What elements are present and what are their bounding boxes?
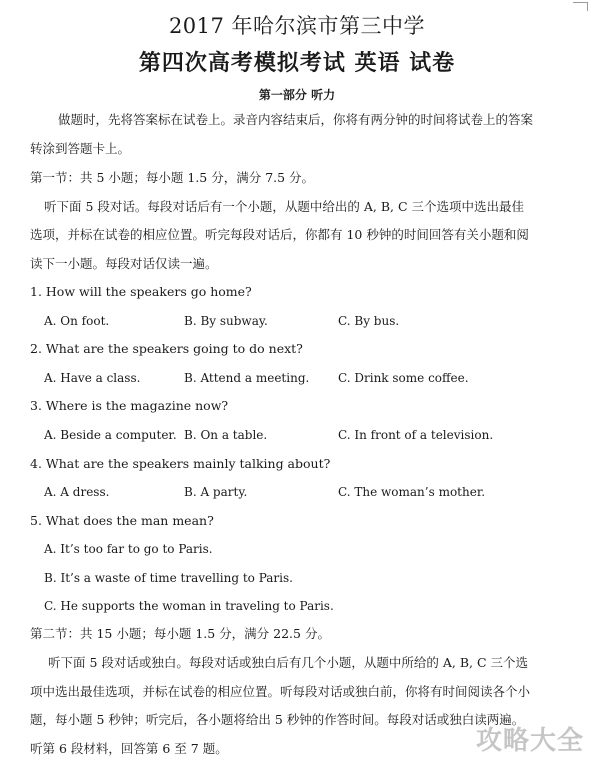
intro-line-1: 做题时，先将答案标在试卷上。录音内容结束后，你将有两分钟的时间将试卷上的答案: [58, 112, 534, 127]
q4-option-a: A. A dress.: [44, 485, 110, 499]
section2-instr-1: 听下面 5 段对话或独白。每段对话或独白后有几个小题，从题中所给的 A, B, C 三个选: [48, 655, 529, 670]
q3-option-a: A. Beside a computer.: [44, 428, 177, 442]
section1-instr-3: 读下一小题。每段对话仅读一遍。: [30, 256, 218, 271]
q5-option-a: A. It’s too far to go to Paris.: [44, 542, 213, 556]
question-3: 3. Where is the magazine now?: [30, 398, 229, 413]
question-1: 1. How will the speakers go home?: [30, 284, 252, 299]
q5-option-c: C. He supports the woman in traveling to Paris.: [44, 599, 334, 613]
q2-option-b: B. Attend a meeting.: [184, 371, 310, 385]
section1-instr-2: 选项，并标在试卷的相应位置。听完每段对话后，你都有 10 秒钟的时间回答有关小题和阅: [30, 227, 529, 242]
question-4: 4. What are the speakers mainly talking about?: [30, 456, 331, 471]
section2-heading: 第二节：共 15 小题；每小题 1.5 分，满分 22.5 分。: [30, 626, 330, 641]
q4-option-b: B. A party.: [184, 485, 248, 499]
q3-option-c: C. In front of a television.: [338, 428, 494, 442]
section2-instr-3: 题，每小题 5 秒钟；听完后，各小题将给出 5 秒钟的作答时间。每段对话或独白读两遍。: [30, 712, 525, 727]
section2-instr-2: 项中选出最佳选项，并标在试卷的相应位置。听每段对话或独白前，你将有时间阅读各个小: [30, 684, 531, 699]
watermark-logo: 攻略大全: [475, 726, 584, 756]
q2-option-c: C. Drink some coffee.: [338, 371, 469, 385]
exam-title: 2017 年哈尔滨市第三中学: [168, 14, 426, 38]
part-heading: 第一部分 听力: [258, 88, 336, 102]
q1-option-a: A. On foot.: [44, 314, 110, 328]
q5-option-b: B. It’s a waste of time travelling to Paris.: [44, 571, 293, 585]
q1-option-c: C. By bus.: [338, 314, 400, 328]
q4-option-c: C. The woman’s mother.: [338, 485, 486, 499]
intro-line-2: 转涂到答题卡上。: [30, 141, 131, 156]
question-2: 2. What are the speakers going to do next?: [30, 341, 303, 356]
question-5: 5. What does the man mean?: [30, 513, 214, 528]
q1-option-b: B. By subway.: [184, 314, 268, 328]
q3-option-b: B. On a table.: [184, 428, 268, 442]
section1-instr-1: 听下面 5 段对话。每段对话后有一个小题，从题中给出的 A, B, C 三个选项中选出最佳: [44, 199, 525, 214]
exam-subtitle: 第四次高考模拟考试 英语 试卷: [138, 50, 456, 76]
section1-heading: 第一节：共 5 小题；每小题 1.5 分，满分 7.5 分。: [30, 170, 315, 185]
section2-material: 听第 6 段材料，回答第 6 至 7 题。: [30, 741, 228, 756]
q2-option-a: A. Have a class.: [44, 371, 141, 385]
